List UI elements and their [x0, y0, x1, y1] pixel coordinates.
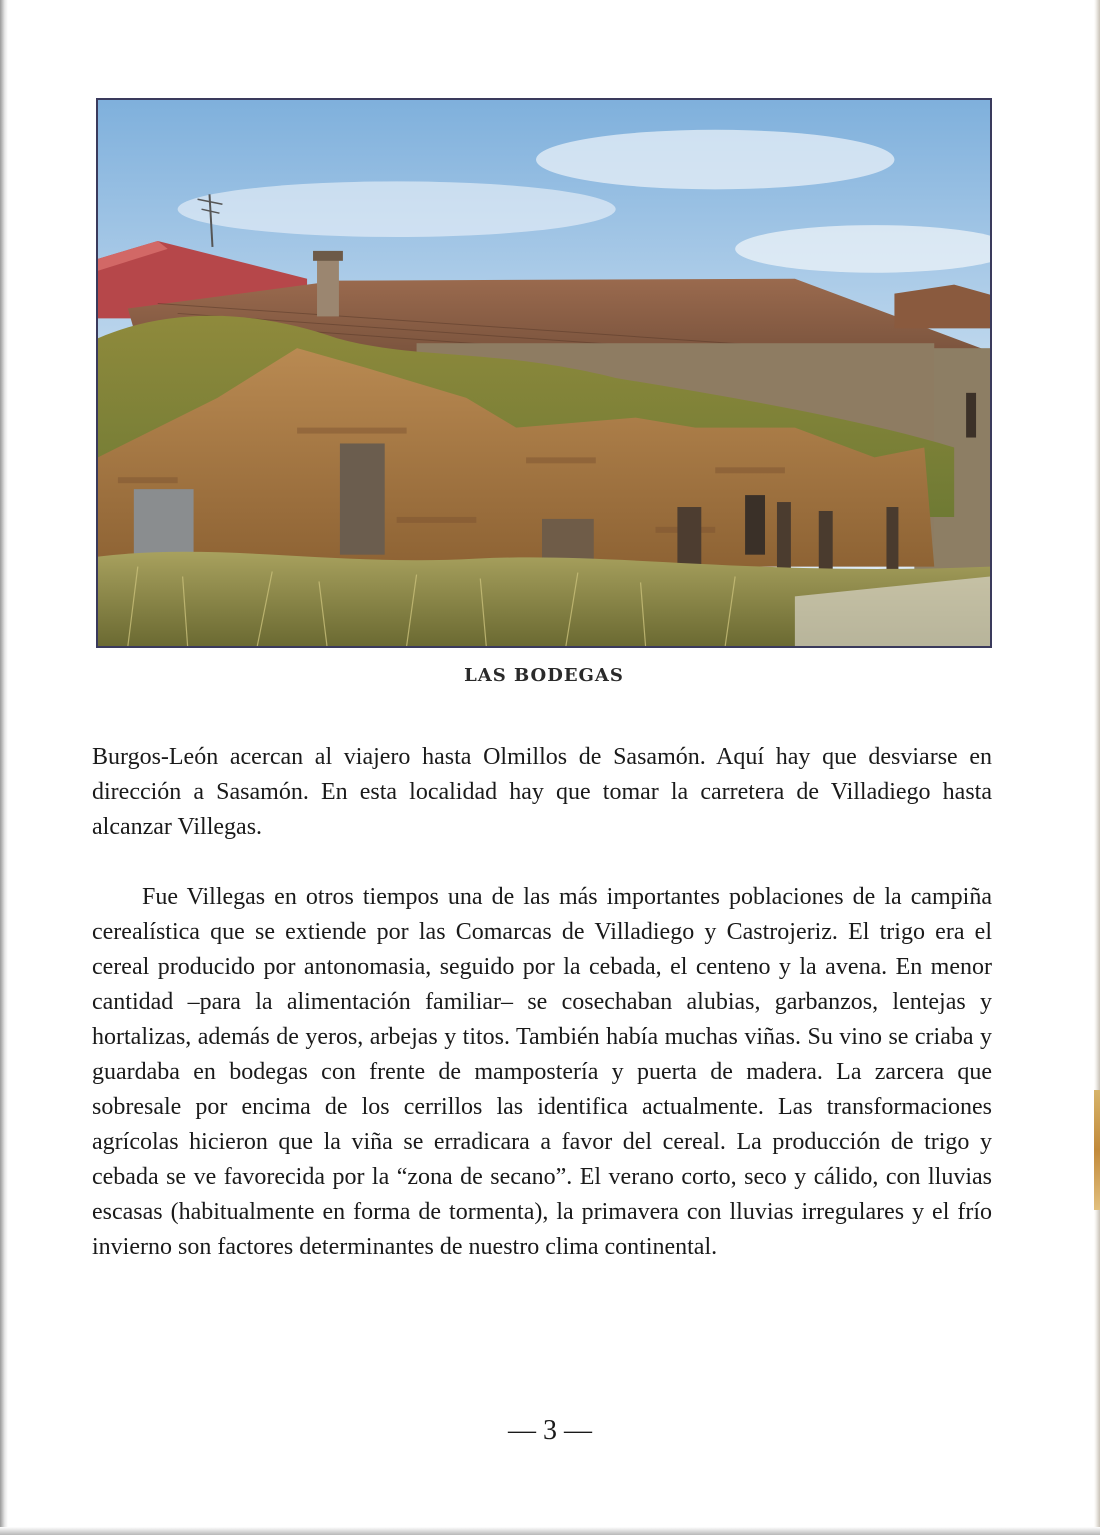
page-number: — 3 — — [508, 1415, 592, 1446]
photo-caption: LAS BODEGAS — [464, 665, 624, 686]
paragraph-directions: Burgos-León acercan al viajero hasta Olmillos de Sasamón. Aquí hay que desviarse en dirección a Sasamón. En esta localidad hay que tomar la carretera de Villadiego hasta alcanzar Villegas. — [92, 744, 992, 840]
paragraph-history: Fue Villegas en otros tiempos una de las más importantes poblaciones de la campiña cerealística que se extiende por las Comarcas de Villadiego y Castrojeriz. El trigo era el cereal producido por antonomasia, seguido por la cebada, el centeno y la avena. En menor cantidad –para la alimentación familiar– se cosechaban alubias, garbanzos, lentejas y hortalizas, además de yeros, arbejas y titos. También había muchas viñas. Su vino se criaba y guardaba en bodegas con frente de mampostería y puerta de madera. La zarcera que sobresale por encima de los cerrillos las identifica actualmente. Las transformaciones agrícolas hicieron que la viña se erradicara a favor del cereal. La producción de trigo y cebada se ve favorecida por la “zona de secano”. El verano corto, seco y cálido, con lluvias escasas (habitualmente en forma de tormenta), la primavera con lluvias irregulares y el frío invierno son factores determinantes de nuestro clima continental. — [92, 884, 992, 1260]
bodegas-photo — [96, 98, 992, 648]
page-bottom-edge — [0, 1527, 1100, 1535]
page-right-edge — [1094, 0, 1100, 1535]
bodegas-photo-illustration — [98, 100, 990, 646]
page-right-edge-accent — [1094, 1090, 1100, 1210]
page-binding-edge — [0, 0, 8, 1535]
